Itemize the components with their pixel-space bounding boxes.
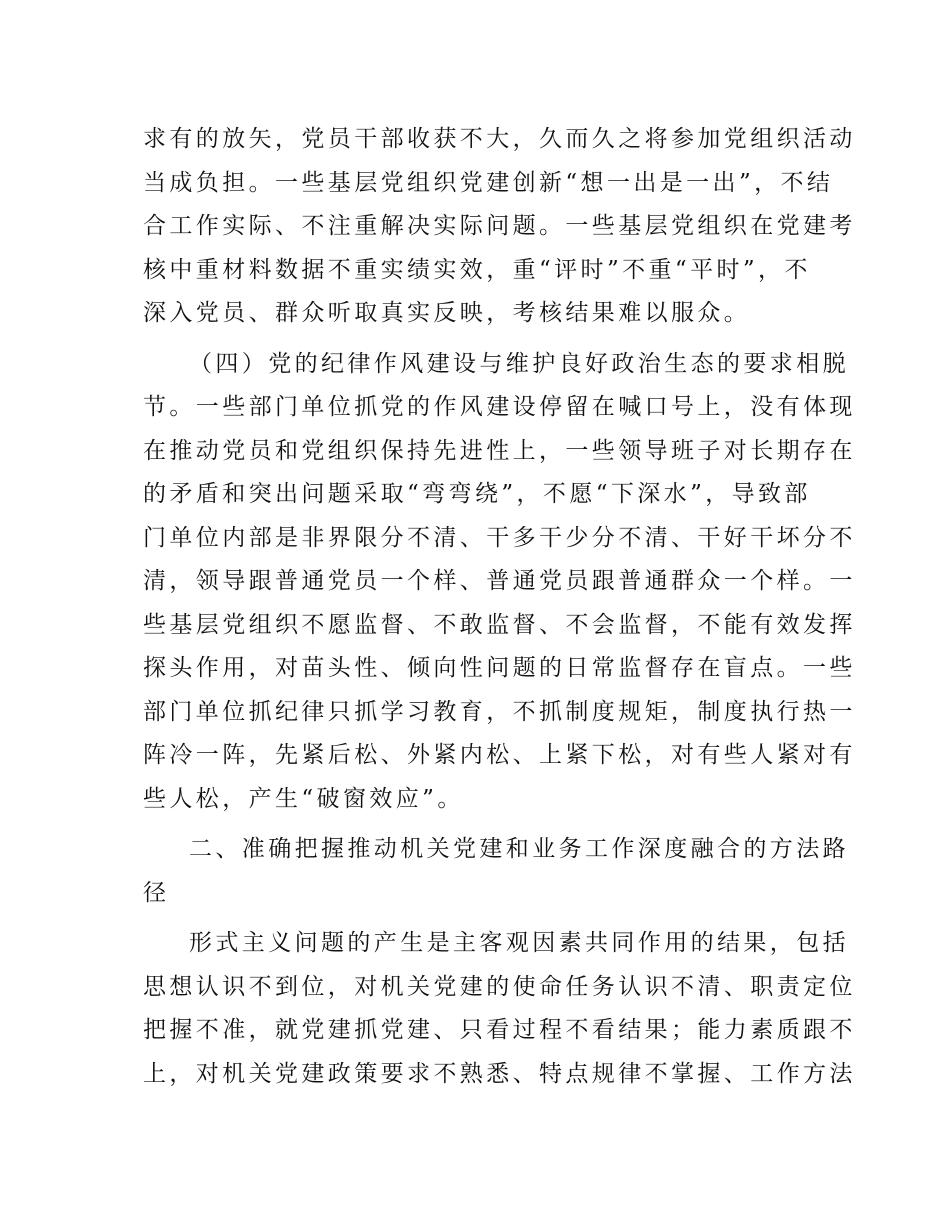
text-line: 探头作用，对苗头性、倾向性问题的日常监督存在盲点。一些: [143, 655, 856, 681]
text-line: 阵冷一阵，先紧后松、外紧内松、上紧下松，对有些人紧对有: [143, 742, 856, 768]
text-line: 合工作实际、不注重解决实际问题。一些基层党组织在党建考: [143, 213, 856, 239]
text-line: 些人松，产生“破窗效应”。: [143, 785, 464, 812]
text-line: 核中重材料数据不重实绩实效，重“评时”不重“平时”，不: [143, 256, 811, 283]
text-line: 上，对机关党建政策要求不熟悉、特点规律不掌握、工作方法: [143, 1060, 856, 1087]
section-heading: [143, 828, 849, 915]
document-body: [143, 118, 856, 1096]
text-line: 门单位内部是非界限分不清、干多干少分不清、干好干坏分不: [143, 524, 856, 551]
paragraph-gap: [143, 821, 811, 828]
text-line: 当成负担。一些基层党组织党建创新“想一出是一出”，不结: [143, 169, 834, 196]
text-line: 的矛盾和突出问题采取“弯弯绕”，不愿“下深水”，导致部: [143, 481, 811, 507]
heading-line: 二、准确把握推动机关党建和业务工作深度融合的方法路: [189, 836, 849, 862]
paragraph-gap: [143, 915, 811, 922]
text-line: 些基层党组织不愿监督、不敢监督、不会监督，不能有效发挥: [143, 611, 856, 638]
text-line-first: 形式主义问题的产生是主客观因素共同作用的结果，包括: [189, 930, 849, 956]
text-line-first: （四）党的纪律作风建设与维护良好政治生态的要求相脱: [189, 350, 849, 377]
text-line: 节。一些部门单位抓党的作风建设停留在喊口号上，没有体现: [143, 394, 856, 420]
heading-line: 径: [143, 879, 170, 906]
text-line: 求有的放矢，党员干部收获不大，久而久之将参加党组织活动: [143, 126, 856, 152]
paragraph-1: [143, 118, 856, 336]
paragraph-4: [143, 922, 856, 1096]
paragraph-2: [143, 343, 856, 822]
text-line: 清，领导跟普通党员一个样、普通党员跟普通群众一个样。一: [143, 568, 856, 594]
text-line: 思想认识不到位，对机关党建的使命任务认识不清、职责定位: [143, 973, 856, 1000]
text-line: 部门单位抓纪律只抓学习教育，不抓制度规矩，制度执行热一: [143, 698, 856, 725]
text-line: 深入党员、群众听取真实反映，考核结果难以服众。: [143, 300, 751, 326]
text-line: 把握不准，就党建抓党建、只看过程不看结果；能力素质跟不: [143, 1017, 856, 1043]
text-line: 在推动党员和党组织保持先进性上，一些领导班子对长期存在: [143, 437, 856, 464]
paragraph-gap: [143, 336, 811, 343]
